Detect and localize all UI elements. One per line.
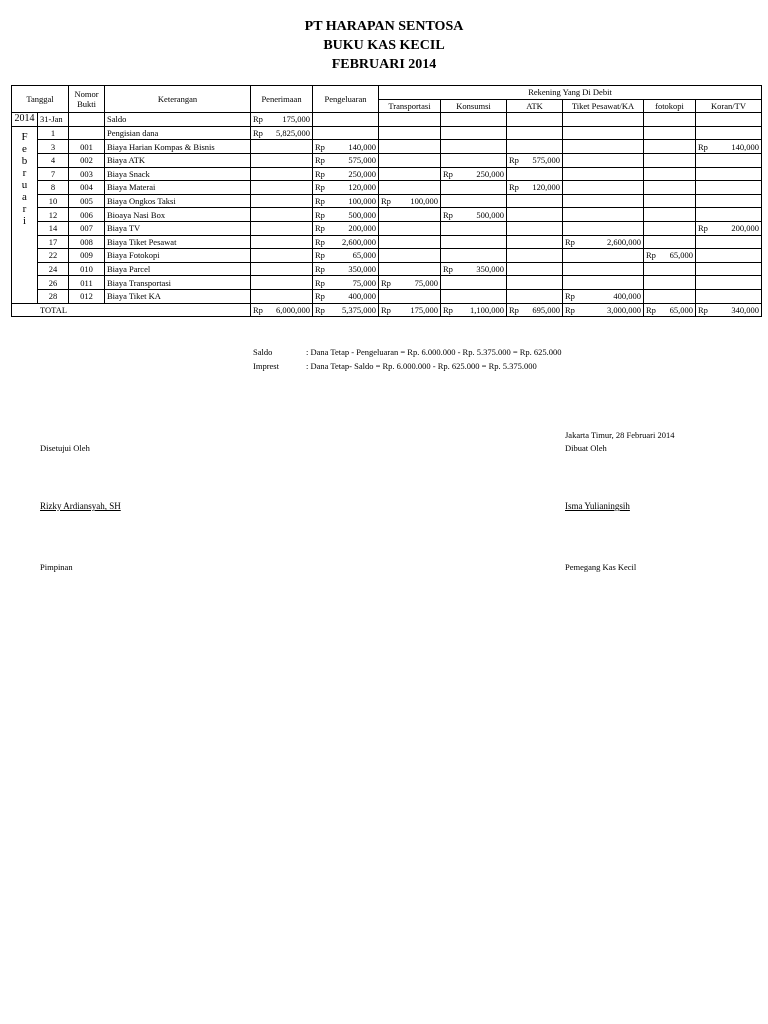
empty-cell [696,167,762,181]
date-cell: 26 [38,276,69,290]
currency-symbol: Rp [381,304,391,315]
month-letter: F [21,130,28,143]
amount-cell [644,249,696,263]
empty-cell [441,289,507,303]
amount-value: 400,000 [613,291,642,302]
empty-cell [251,221,313,235]
table-row [12,167,762,181]
amount-cell [563,235,644,249]
currency-symbol: Rp [315,304,325,315]
date-cell: 3 [38,140,69,154]
amount-value: 250,000 [348,168,377,179]
description-cell: Biaya Ongkos Taksi [105,194,251,208]
amount-cell [644,303,696,317]
empty-cell [251,276,313,290]
table-row [12,249,762,263]
currency-symbol: Rp [315,277,325,288]
header-rekening: Rekening Yang Di Debit [379,86,762,100]
empty-cell [563,221,644,235]
month-letter: r [22,202,27,215]
empty-cell [644,181,696,195]
empty-cell [696,153,762,167]
currency-symbol: Rp [315,209,325,220]
amount-cell [563,303,644,317]
empty-cell [563,194,644,208]
amount-cell [313,249,379,263]
currency-symbol: Rp [253,304,263,315]
empty-cell [563,167,644,181]
amount-value: 5,825,000 [276,128,311,139]
description-cell: Biaya TV [105,221,251,235]
petty-cash-ledger [11,85,762,317]
empty-cell [251,289,313,303]
description-cell: Biaya ATK [105,153,251,167]
empty-cell [251,262,313,276]
date-cell: 22 [38,249,69,263]
currency-symbol: Rp [315,236,325,247]
date-cell: 28 [38,289,69,303]
month-letter: u [21,178,28,191]
amount-value: 120,000 [532,182,561,193]
empty-cell [563,113,644,127]
empty-cell [696,289,762,303]
empty-cell [563,181,644,195]
empty-cell [507,289,563,303]
currency-symbol: Rp [315,182,325,193]
total-label: TOTAL [12,303,251,317]
table-row [12,208,762,222]
empty-cell [507,208,563,222]
voucher-number-cell: 010 [69,262,105,276]
empty-cell [313,113,379,127]
table-row [12,235,762,249]
amount-cell [313,289,379,303]
period-title: FEBRUARI 2014 [331,57,437,72]
header-pengeluaran: Pengeluaran [313,86,379,113]
header-atk: ATK [507,99,563,113]
description-cell: Saldo [105,113,251,127]
date-cell: 14 [38,221,69,235]
empty-cell [251,140,313,154]
amount-value: 65,000 [352,250,377,261]
currency-symbol: Rp [381,277,391,288]
empty-cell [563,276,644,290]
currency-symbol: Rp [698,304,708,315]
maker-role: Pemegang Kas Kecil [565,562,637,572]
description-cell: Biaya Tiket Pesawat [105,235,251,249]
empty-cell [507,249,563,263]
amount-value: 575,000 [532,155,561,166]
empty-cell [563,140,644,154]
currency-symbol: Rp [315,291,325,302]
amount-value: 75,000 [414,277,439,288]
empty-cell [313,126,379,140]
header-keterangan: Keterangan [105,86,251,113]
amount-value: 100,000 [410,196,439,207]
empty-cell [251,181,313,195]
voucher-number-cell: 012 [69,289,105,303]
empty-cell [696,194,762,208]
amount-value: 2,600,000 [342,236,377,247]
amount-value: 350,000 [476,264,505,275]
empty-cell [379,113,441,127]
empty-cell [251,153,313,167]
voucher-number-cell: 011 [69,276,105,290]
empty-cell [441,276,507,290]
currency-symbol: Rp [315,264,325,275]
amount-value: 400,000 [348,291,377,302]
amount-value: 500,000 [348,209,377,220]
amount-value: 695,000 [532,304,561,315]
table-row [12,289,762,303]
header-koran-tv: Koran/TV [696,99,762,113]
place-date: Jakarta Timur, 28 Februari 2014 [565,430,675,440]
empty-cell [696,262,762,276]
imprest-formula: : Dana Tetap- Saldo = Rp. 6.000.000 - Rp. 625.000 = Rp. 5.375.000 [306,361,537,371]
currency-symbol: Rp [315,155,325,166]
voucher-number-cell: 003 [69,167,105,181]
voucher-number-cell: 004 [69,181,105,195]
amount-value: 200,000 [731,223,760,234]
description-cell: Biaya Transportasi [105,276,251,290]
empty-cell [379,181,441,195]
amount-cell [379,276,441,290]
voucher-number-cell [69,126,105,140]
approver-name: Rizky Ardiansyah, SH [40,501,121,511]
saldo-formula: : Dana Tetap - Pengeluaran = Rp. 6.000.000 - Rp. 5.375.000 = Rp. 625.000 [306,347,562,357]
amount-value: 3,000,000 [607,304,642,315]
voucher-number-cell: 005 [69,194,105,208]
amount-value: 575,000 [348,155,377,166]
empty-cell [644,221,696,235]
currency-symbol: Rp [315,168,325,179]
maker-name: Isma Yulianingsih [565,501,630,511]
currency-symbol: Rp [315,196,325,207]
amount-value: 65,000 [669,304,694,315]
amount-cell [313,262,379,276]
amount-cell [441,303,507,317]
empty-cell [251,249,313,263]
amount-value: 175,000 [410,304,439,315]
currency-symbol: Rp [646,304,656,315]
description-cell: Biaya Materai [105,181,251,195]
amount-cell [313,140,379,154]
date-cell: 7 [38,167,69,181]
approver-role: Pimpinan [40,562,73,572]
empty-cell [507,167,563,181]
empty-cell [441,181,507,195]
empty-cell [644,289,696,303]
table-row [12,140,762,154]
amount-value: 140,000 [348,141,377,152]
approved-by-label: Disetujui Oleh [40,443,90,453]
table-row [12,181,762,195]
currency-symbol: Rp [646,250,656,261]
voucher-number-cell: 006 [69,208,105,222]
amount-value: 175,000 [282,114,311,125]
empty-cell [507,126,563,140]
voucher-number-cell: 008 [69,235,105,249]
empty-cell [644,167,696,181]
amount-cell [313,167,379,181]
amount-cell [313,208,379,222]
empty-cell [696,276,762,290]
header-tanggal: Tanggal [12,86,69,113]
amount-value: 200,000 [348,223,377,234]
date-cell: 8 [38,181,69,195]
header-transportasi: Transportasi [379,99,441,113]
header-nomor-bukti: Nomor Bukti [69,86,105,113]
imprest-label: Imprest [253,361,279,371]
empty-cell [441,194,507,208]
amount-value: 120,000 [348,182,377,193]
empty-cell [441,126,507,140]
amount-cell [507,303,563,317]
header-penerimaan: Penerimaan [251,86,313,113]
amount-cell [696,140,762,154]
book-title: BUKU KAS KECIL [323,38,445,53]
date-cell: 17 [38,235,69,249]
empty-cell [507,194,563,208]
empty-cell [379,262,441,276]
empty-cell [379,208,441,222]
empty-cell [379,289,441,303]
empty-cell [251,235,313,249]
header-tiket: Tiket Pesawat/KA [563,99,644,113]
date-cell: 31-Jan [38,113,69,127]
empty-cell [379,140,441,154]
description-cell: Bioaya Nasi Box [105,208,251,222]
amount-cell [379,194,441,208]
amount-cell [696,221,762,235]
amount-cell [507,153,563,167]
empty-cell [441,140,507,154]
amount-cell [313,181,379,195]
amount-cell [313,303,379,317]
empty-cell [644,208,696,222]
empty-cell [507,221,563,235]
currency-symbol: Rp [315,141,325,152]
currency-symbol: Rp [565,236,575,247]
amount-cell [313,194,379,208]
empty-cell [696,126,762,140]
month-letter: b [21,154,28,167]
empty-cell [379,167,441,181]
empty-cell [507,262,563,276]
description-cell: Biaya Parcel [105,262,251,276]
description-cell: Biaya Snack [105,167,251,181]
empty-cell [507,276,563,290]
empty-cell [379,153,441,167]
empty-cell [507,113,563,127]
month-letter: r [22,166,27,179]
empty-cell [644,113,696,127]
made-by-label: Dibuat Oleh [565,443,607,453]
empty-cell [644,126,696,140]
empty-cell [563,262,644,276]
date-cell: 4 [38,153,69,167]
year-cell: 2014 [12,113,38,127]
amount-cell [313,235,379,249]
currency-symbol: Rp [509,304,519,315]
currency-symbol: Rp [253,128,263,139]
amount-cell [251,126,313,140]
currency-symbol: Rp [381,196,391,207]
empty-cell [251,194,313,208]
empty-cell [563,126,644,140]
amount-value: 100,000 [348,196,377,207]
empty-cell [379,221,441,235]
empty-cell [696,235,762,249]
empty-cell [507,140,563,154]
header-konsumsi: Konsumsi [441,99,507,113]
empty-cell [441,221,507,235]
amount-cell [441,167,507,181]
empty-cell [696,113,762,127]
total-row [12,303,762,317]
amount-cell [696,303,762,317]
empty-cell [379,235,441,249]
date-cell: 24 [38,262,69,276]
month-letter: i [22,214,27,227]
company-title: PT HARAPAN SENTOSA [304,19,464,34]
amount-value: 1,100,000 [470,304,505,315]
empty-cell [441,249,507,263]
header-fotokopi: fotokopi [644,99,696,113]
currency-symbol: Rp [315,250,325,261]
currency-symbol: Rp [698,141,708,152]
currency-symbol: Rp [443,264,453,275]
empty-cell [441,113,507,127]
voucher-number-cell: 001 [69,140,105,154]
empty-cell [644,276,696,290]
amount-value: 250,000 [476,168,505,179]
empty-cell [644,153,696,167]
description-cell: Biaya Tiket KA [105,289,251,303]
currency-symbol: Rp [315,223,325,234]
currency-symbol: Rp [443,304,453,315]
table-row [12,262,762,276]
empty-cell [441,153,507,167]
amount-cell [507,181,563,195]
month-letter: a [22,190,27,203]
amount-cell [563,289,644,303]
empty-cell [644,194,696,208]
currency-symbol: Rp [509,155,519,166]
description-cell: Pengisian dana [105,126,251,140]
voucher-number-cell: 002 [69,153,105,167]
currency-symbol: Rp [253,114,263,125]
amount-value: 140,000 [731,141,760,152]
voucher-number-cell: 009 [69,249,105,263]
amount-cell [441,262,507,276]
empty-cell [696,208,762,222]
amount-value: 340,000 [731,304,760,315]
currency-symbol: Rp [565,304,575,315]
empty-cell [379,126,441,140]
description-cell: Biaya Fotokopi [105,249,251,263]
amount-value: 5,375,000 [342,304,377,315]
description-cell: Biaya Harian Kompas & Bisnis [105,140,251,154]
empty-cell [563,249,644,263]
amount-cell [251,113,313,127]
voucher-number-cell [69,113,105,127]
currency-symbol: Rp [509,182,519,193]
empty-cell [644,140,696,154]
empty-cell [251,167,313,181]
date-cell: 10 [38,194,69,208]
amount-value: 75,000 [352,277,377,288]
amount-cell [313,276,379,290]
table-row [12,113,762,127]
empty-cell [251,208,313,222]
amount-value: 500,000 [476,209,505,220]
voucher-number-cell: 007 [69,221,105,235]
empty-cell [563,153,644,167]
empty-cell [644,262,696,276]
empty-cell [507,235,563,249]
amount-cell [313,221,379,235]
empty-cell [696,181,762,195]
empty-cell [696,249,762,263]
amount-cell [251,303,313,317]
currency-symbol: Rp [565,291,575,302]
amount-cell [313,153,379,167]
currency-symbol: Rp [443,209,453,220]
month-vertical-label [12,126,38,303]
amount-value: 2,600,000 [607,236,642,247]
saldo-label: Saldo [253,347,273,357]
date-cell: 1 [38,126,69,140]
currency-symbol: Rp [698,223,708,234]
month-letter: e [22,142,27,155]
currency-symbol: Rp [443,168,453,179]
table-row [12,153,762,167]
table-row [12,221,762,235]
empty-cell [379,249,441,263]
table-row [12,194,762,208]
table-row [12,126,762,140]
amount-cell [441,208,507,222]
amount-value: 350,000 [348,264,377,275]
empty-cell [644,235,696,249]
empty-cell [563,208,644,222]
amount-value: 6,000,000 [276,304,311,315]
amount-cell [379,303,441,317]
amount-value: 65,000 [669,250,694,261]
table-row [12,276,762,290]
empty-cell [441,235,507,249]
date-cell: 12 [38,208,69,222]
